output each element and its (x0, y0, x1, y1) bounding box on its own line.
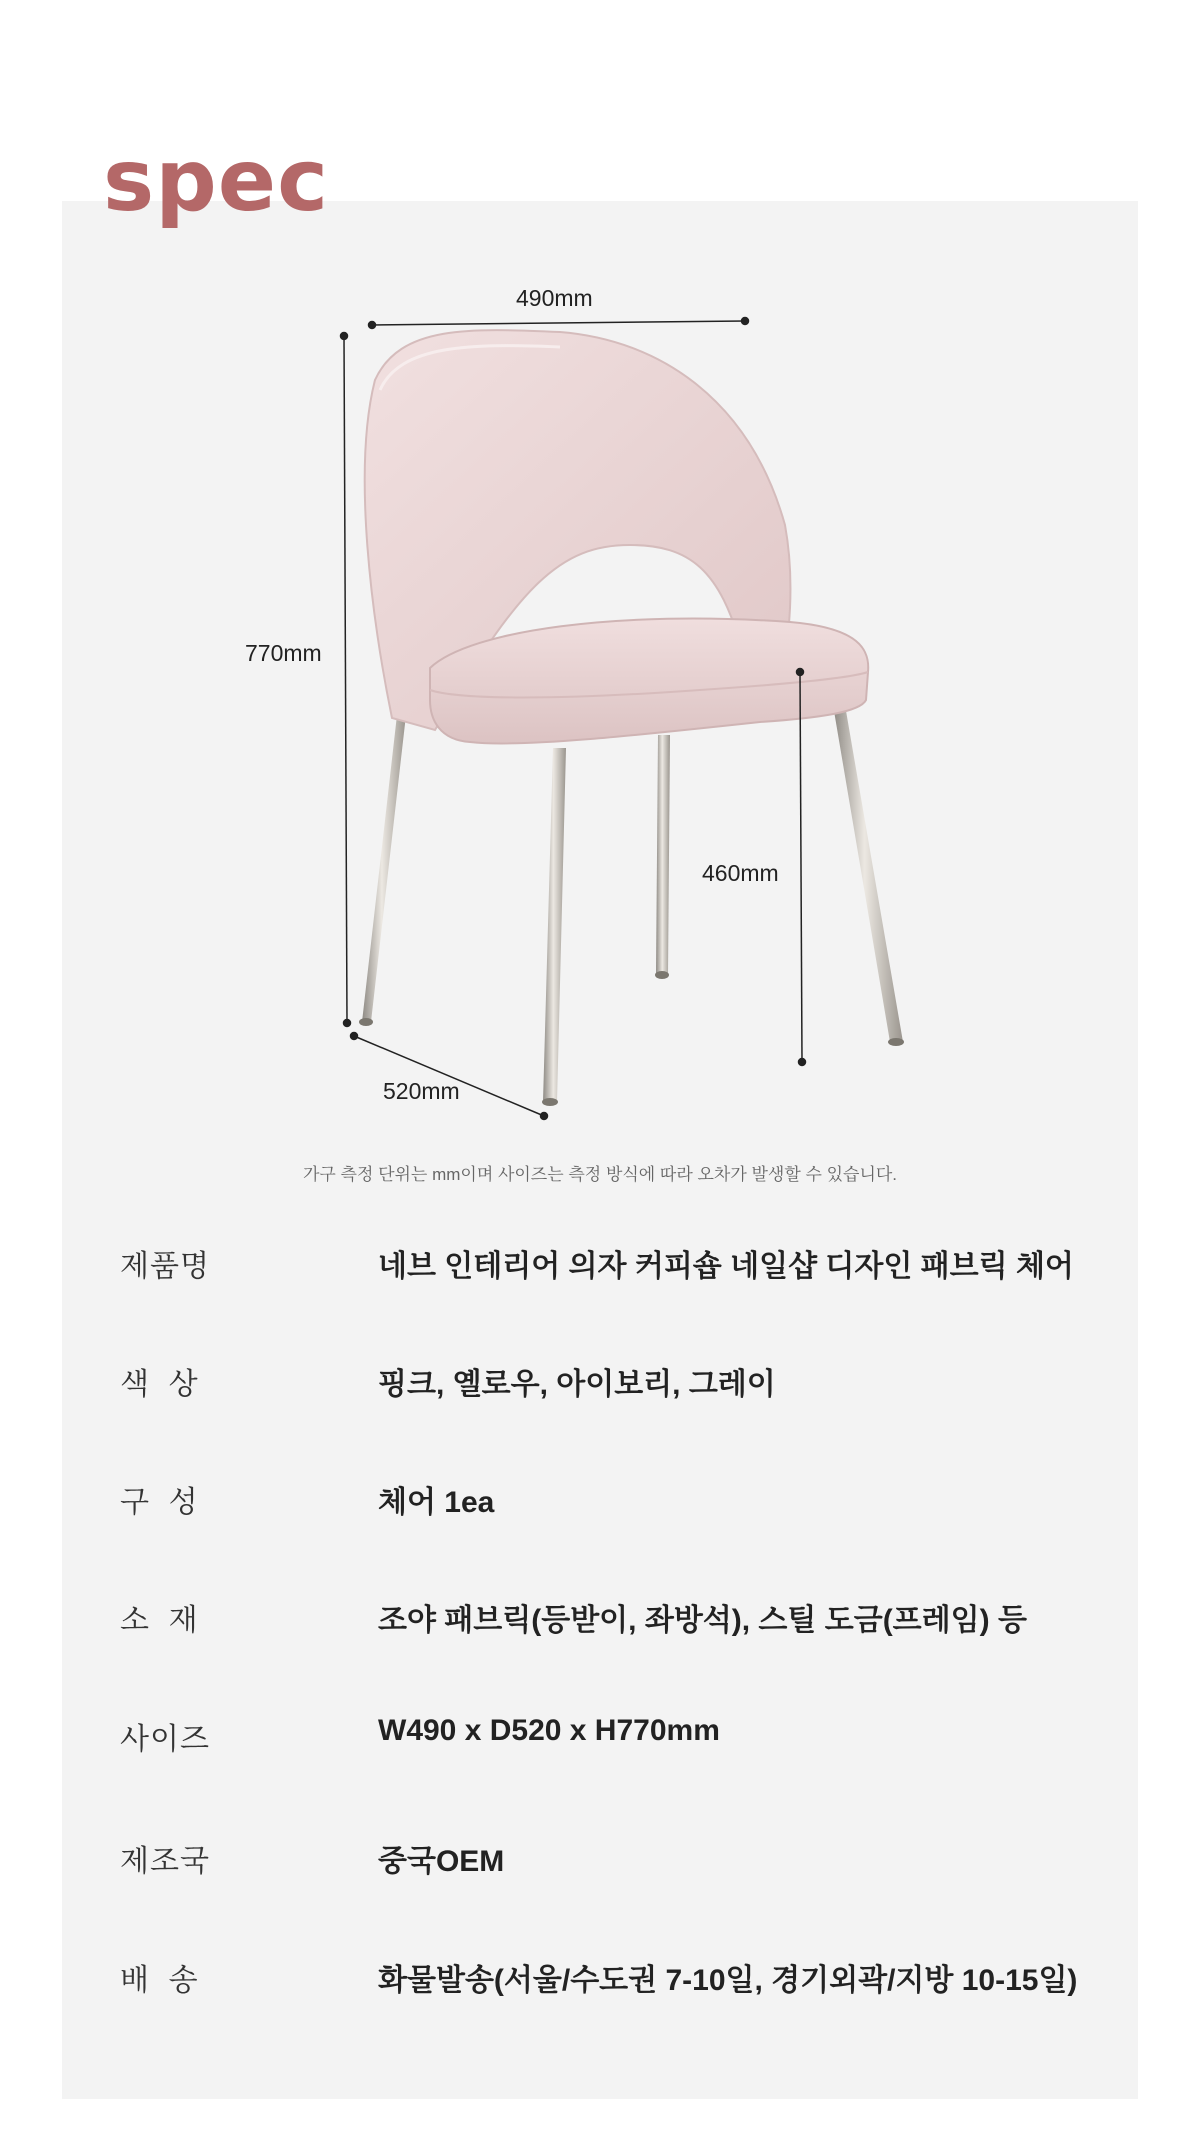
spec-value: 네브 인테리어 의자 커피숍 네일샵 디자인 패브릭 체어 (378, 1250, 1074, 1283)
depth-dimension-label: 520mm (383, 1078, 460, 1104)
seat-height-dimension-label: 460mm (702, 860, 779, 886)
spec-value: W490 x D520 x H770mm (378, 1714, 720, 1747)
spec-label: 배 송 (120, 1964, 199, 1997)
spec-row-size (0, 1714, 1200, 1754)
measurement-note: 가구 측정 단위는 mm이며 사이즈는 측정 방식에 따라 오차가 발생할 수 있습니다. (302, 1165, 898, 1184)
spec-row-origin (0, 1836, 1200, 1876)
spec-label: 사이즈 (120, 1723, 210, 1756)
spec-value: 체어 1ea (378, 1486, 495, 1519)
spec-label: 색 상 (120, 1368, 199, 1401)
chair-seat (430, 619, 868, 744)
spec-label: 제조국 (120, 1845, 210, 1878)
spec-value: 핑크, 옐로우, 아이보리, 그레이 (378, 1368, 776, 1401)
spec-row-composition (0, 1477, 1200, 1517)
spec-row-color (0, 1359, 1200, 1399)
spec-value: 화물발송(서울/수도권 7-10일, 경기외곽/지방 10-15일) (378, 1964, 1078, 1997)
spec-value: 중국OEM (378, 1845, 505, 1878)
spec-value: 조야 패브릭(등받이, 좌방석), 스틸 도금(프레임) 등 (378, 1604, 1027, 1637)
spec-label: 제품명 (120, 1250, 210, 1283)
spec-row-delivery (0, 1955, 1200, 1995)
spec-label: 소 재 (120, 1604, 199, 1637)
spec-row-material (0, 1595, 1200, 1635)
height-dimension-label: 770mm (245, 640, 322, 666)
spec-heading: spec (103, 131, 330, 231)
spec-label: 구 성 (120, 1486, 199, 1519)
spec-row-product-name (0, 1241, 1200, 1281)
chair-legs (359, 705, 904, 1106)
width-dimension-label: 490mm (516, 285, 593, 311)
